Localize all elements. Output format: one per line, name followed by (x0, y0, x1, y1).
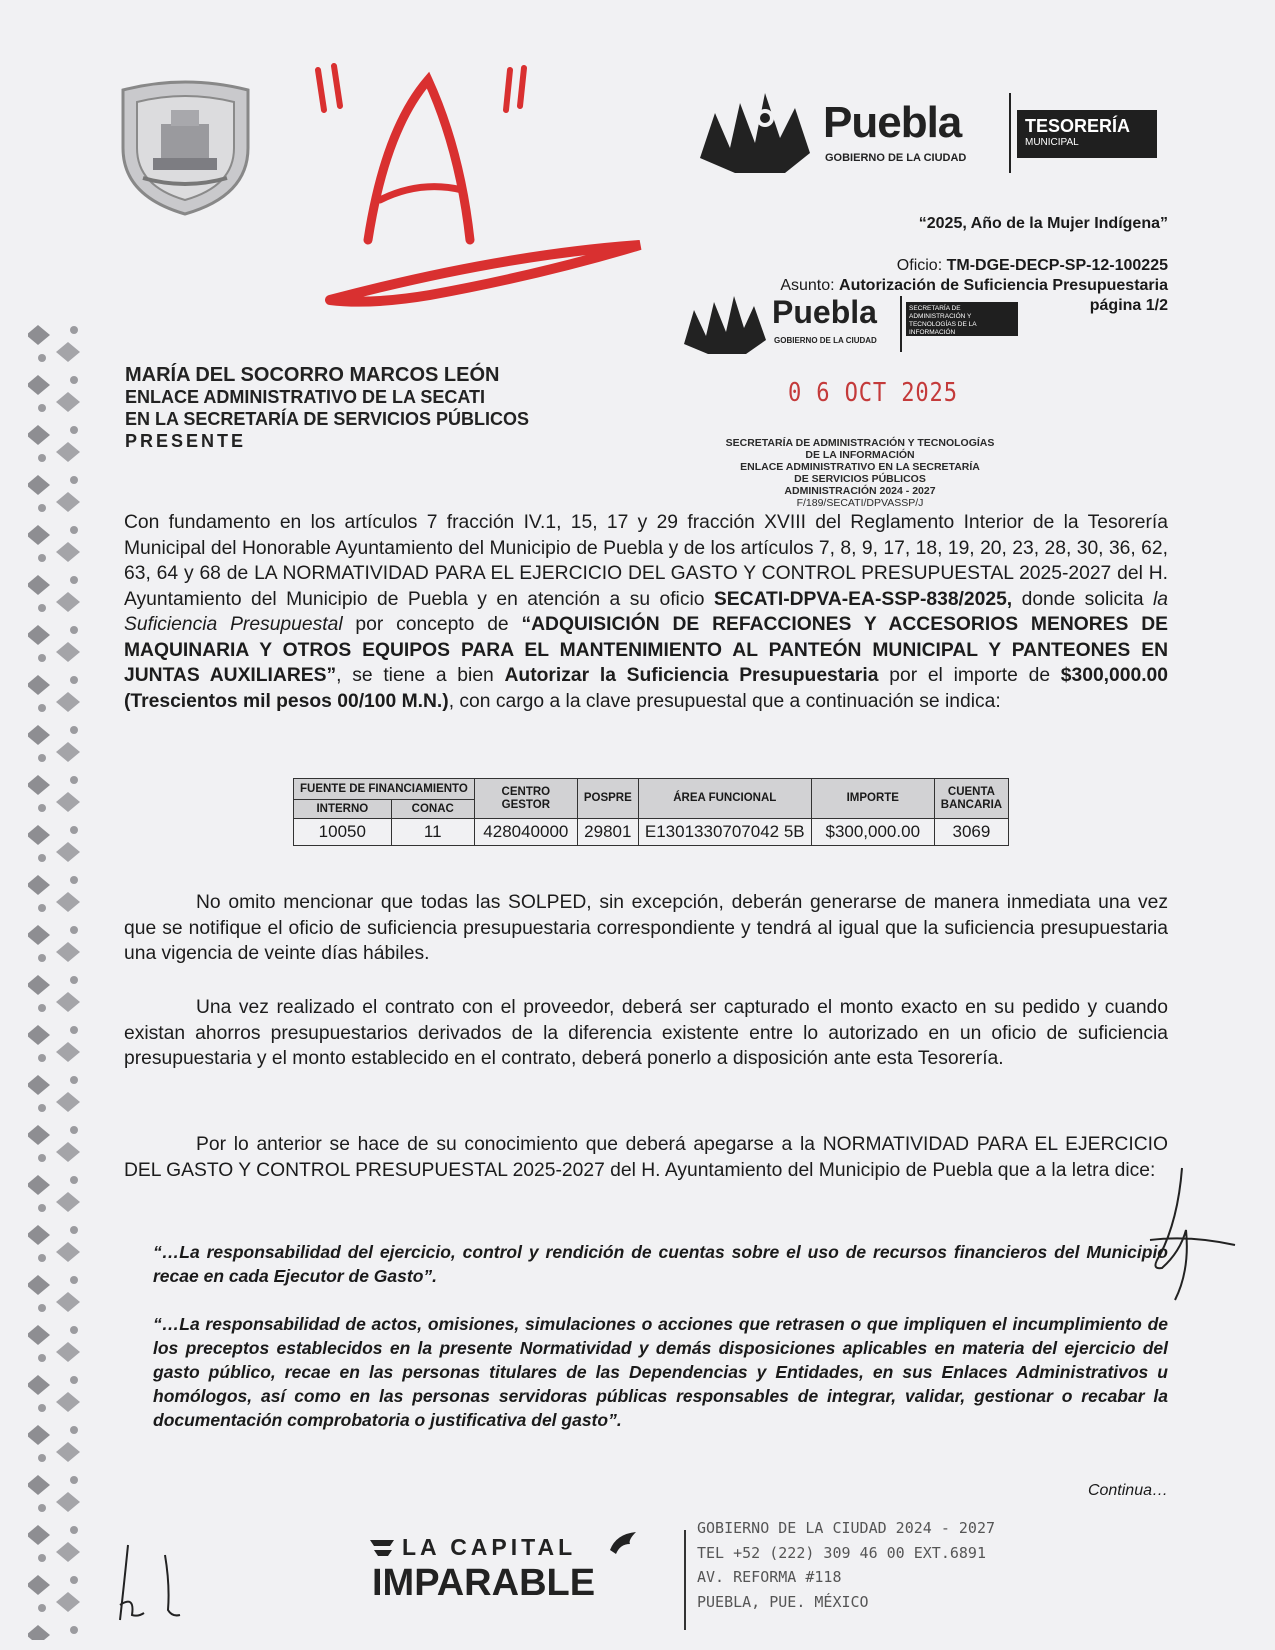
header-pospre: POSPRE (577, 779, 638, 819)
puebla-brand: Puebla (823, 98, 962, 147)
puebla-emblem-small-icon (680, 292, 772, 358)
puebla-emblem-icon (695, 88, 825, 180)
tesoreria-box: TESORERÍA MUNICIPAL (1017, 110, 1157, 158)
header-fuente: FUENTE DE FINANCIAMIENTO (294, 779, 475, 800)
wing-left-icon (368, 1536, 398, 1560)
header-centro-gestor: CENTRO GESTOR (474, 779, 577, 819)
handwritten-initials (110, 1535, 195, 1630)
table-row (294, 819, 1009, 846)
paragraph-authorization: Con fundamento en los artículos 7 fracción IV.1, 15, 17 y 29 fracción XVIII del Reglamento Interior de la Tesorería Municipal del Honorable Ayuntamiento del Municipio de Puebla y de los artículos 7, 8, 9, 17, 18, 19, 20, 23, 28, 30, 36, 62, 63, 64 y 68 de LA NORMATIVIDAD PARA EL EJERCICIO DEL GASTO Y CONTROL PRESUPUESTAL 2025-2027 del H. Ayuntamiento del Municipio de Puebla y en atención a su oficio SECATI-DPVA-EA-SSP-838/2025, donde solicita la Suficiencia Presupuestal por concepto de “ADQUISICIÓN DE REFACCIONES Y ACCESORIOS MENORES DE MAQUINARIA Y OTROS EQUIPOS PARA EL MANTENIMIENTO AL PANTEÓN MUNICIPAL Y PANTEONES EN JUNTAS AUXILIARES”, se tiene a bien Autorizar la Suficiencia Presupuestaria por el importe de $300,000.00 (Trescientos mil pesos 00/100 M.N.), con cargo a la clave presupuestal que a continuación se indica: (124, 512, 1169, 712)
cell-pospre: 29801 (577, 819, 638, 846)
header-interno: INTERNO (294, 800, 392, 819)
paragraph-normatividad: Por lo anterior se hace de su conocimiento que deberá apegarse a la NORMATIVIDAD PARA EL EJERCICIO DEL GASTO Y CONTROL PRESUPUESTAL 2025-2027 del H. Ayuntamiento del Municipio de Puebla que a la letra dice: (124, 1134, 1168, 1181)
recipient-block: MARÍA DEL SOCORRO MARCOS LEÓN ENLACE ADMINISTRATIVO DE LA SECATI EN LA SECRETARÍA DE SERVICIOS PÚBLICOS PRESENTE (125, 364, 530, 451)
footer-address: GOBIERNO DE LA CIUDAD 2024 - 2027 TEL +52 (222) 309 46 00 EXT.6891 AV. REFORMA #118 PUEBLA, PUE. MÉXICO (697, 1519, 996, 1611)
cell-interno: 10050 (294, 819, 392, 846)
handwritten-signature (1120, 1160, 1240, 1310)
header-cuenta: CUENTA BANCARIA (934, 779, 1008, 819)
municipal-seal-logo (113, 78, 258, 218)
oficio-number: TM-DGE-DECP-SP-12-100225 (946, 257, 1168, 274)
oficio-block: Oficio: TM-DGE-DECP-SP-12-100225 Asunto: Autorización de Suficiencia Presupuestaria página 1/2 (780, 257, 1168, 314)
paragraph-contract: Una vez realizado el contrato con el proveedor, deberá ser capturado el monto exacto en su pedido y cuando existan ahorros presupuestarios derivados de la diferencia existente entre lo autorizado en un oficio de suficiencia presupuestaria y el monto establecido en el contrato, deberá ponerlo a disposición ante esta Tesorería. (124, 997, 1168, 1069)
paragraph-solped: No omito mencionar que todas las SOLPED, sin excepción, deberán generarse de manera inmediata una vez que se notifique el oficio de suficiencia presupuestaria correspondiente y tendrá al igual que la suficiencia presupuestaria una vigencia de veinte días hábiles. (124, 892, 1168, 964)
date-received-stamp: 0 6 OCT 2025 (788, 378, 958, 408)
secati-logo: Puebla GOBIERNO DE LA CIUDAD SECRETARÍA DE ADMINISTRACIÓN Y TECNOLOGÍAS DE LA INFORMACIÓN (680, 292, 1025, 358)
header-conac: CONAC (391, 800, 474, 819)
la-capital-imparable-logo: LA CAPITAL IMPARABLE (368, 1530, 643, 1622)
header-area-funcional: ÁREA FUNCIONAL (638, 779, 811, 819)
tesoreria-logo (695, 88, 1165, 180)
quote-responsibility-2: “…La responsabilidad de actos, omisiones, simulaciones o acciones que retrasen o que impliquen el incumplimiento de los preceptos establecidos en la presente Normatividad y demás disposiciones aplicables en materia del ejercicio del gasto público, recae en las personas titulares de las Dependencias y Entidades, en sus Enlaces Administrativos u homólogos, así como en las personas servidoras públicas responsables de integrar, validar, gestionar o recabar la documentación comprobatoria o justificativa del gasto”. (153, 1314, 1168, 1430)
cell-area-funcional: E1301330707042 5B (638, 819, 811, 846)
cell-conac: 11 (391, 819, 474, 846)
wing-right-icon (606, 1530, 640, 1560)
reception-stamp-text: SECRETARÍA DE ADMINISTRACIÓN Y TECNOLOGÍAS DE LA INFORMACIÓN ENLACE ADMINISTRATIVO EN LA SECRETARÍA DE SERVICIOS PÚBLICOS ADMINISTRACIÓN 2024 - 2027 F/189/SECATI/DPVASSP/J (725, 437, 995, 509)
budget-key-table (293, 778, 1009, 846)
quote-responsibility-1: “…La responsabilidad del ejercicio, control y rendición de cuentas sobre el uso de recursos financieros del Municipio recae en cada Ejecutor de Gasto”. (153, 1242, 1168, 1286)
cell-centro-gestor: 428040000 (474, 819, 577, 846)
decorative-border-pattern (28, 320, 88, 1640)
continues-note: Continua… (1087, 1482, 1168, 1499)
header-importe: IMPORTE (811, 779, 934, 819)
gobierno-ciudad-label: GOBIERNO DE LA CIUDAD (825, 152, 967, 164)
footer-divider (684, 1530, 686, 1630)
year-motto: “2025, Año de la Mujer Indígena” (918, 215, 1168, 232)
red-crayon-mark (310, 40, 670, 340)
recipient-name: MARÍA DEL SOCORRO MARCOS LEÓN (125, 364, 500, 386)
cell-importe: $300,000.00 (811, 819, 934, 846)
cell-cuenta: 3069 (934, 819, 1008, 846)
page-number: página 1/2 (1089, 297, 1168, 314)
asunto: Autorización de Suficiencia Presupuestaria (839, 277, 1168, 294)
